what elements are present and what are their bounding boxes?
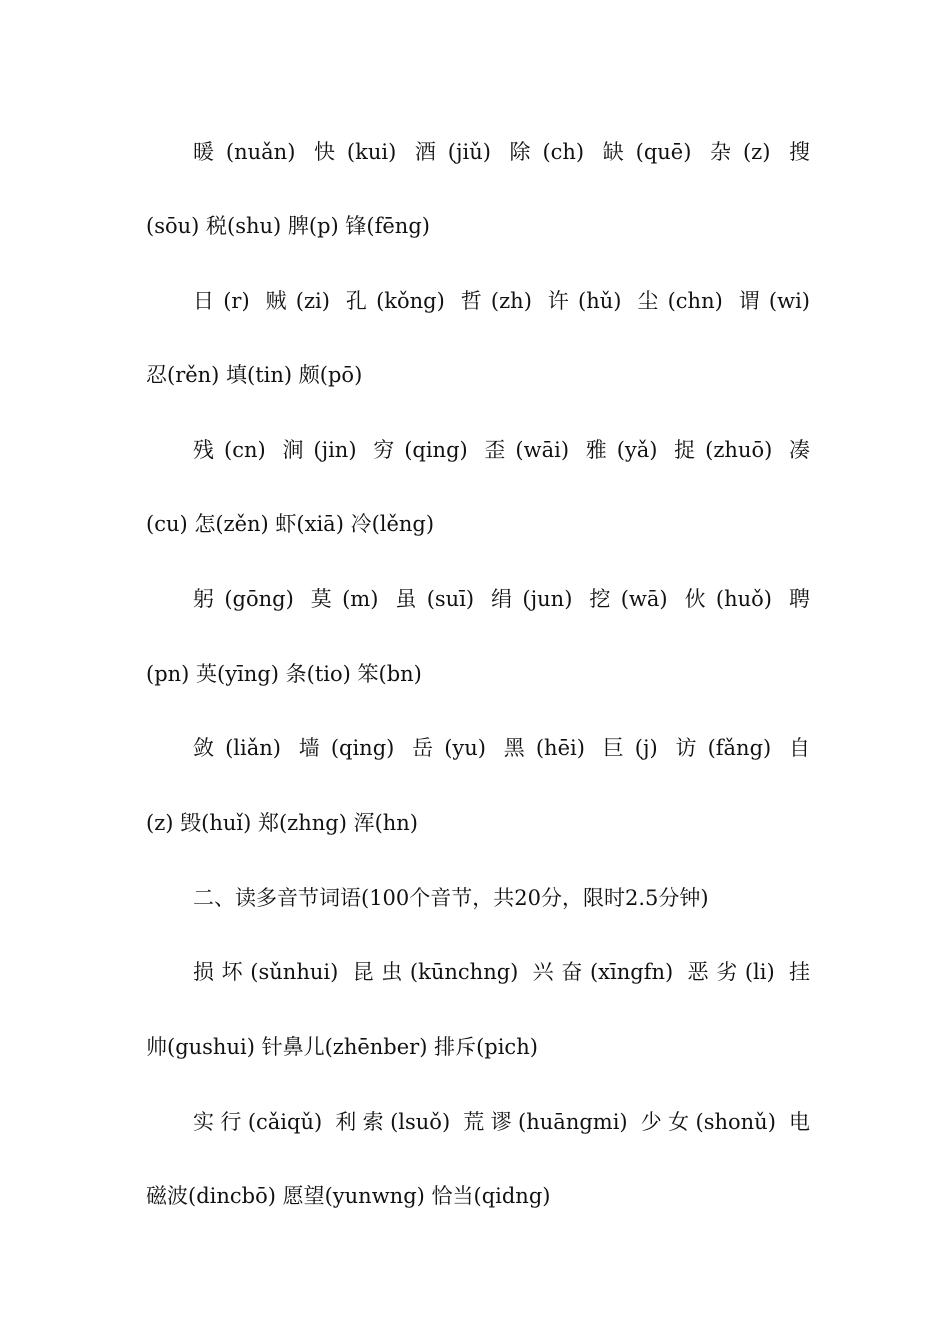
text-line: 躬(gōng) 莫(m) 虽(suī) 绢(jun) 挖(wā) 伙(huǒ) 聘 — [193, 587, 810, 611]
text-line: 暖(nuǎn) 快(kui) 酒(jiǔ) 除(ch) 缺(quē) 杂(z) 搜 — [193, 140, 810, 164]
text-line: (z) 毁(huǐ) 郑(zhng) 浑(hn) — [146, 811, 419, 835]
section-heading: 二、读多音节词语(100个音节，共20分，限时2.5分钟) — [193, 886, 709, 910]
text-line: 损坏(sǔnhui) 昆虫(kūnchng) 兴奋(xīngfn) 恶劣(li) 挂 — [193, 960, 810, 984]
text-line: (pn) 英(yīng) 条(tio) 笨(bn) — [146, 662, 422, 686]
text-line: (sōu) 税(shu) 脾(p) 锋(fēng) — [146, 214, 430, 238]
text-line: 残(cn) 涧(jin) 穷(qing) 歪(wāi) 雅(yǎ) 捉(zhuō) 凑 — [193, 438, 810, 462]
text-line: 实行(cǎiqǔ) 利索(lsuǒ) 荒谬(huāngmi) 少女(shonǔ) 电 — [193, 1110, 810, 1134]
text-line: 忍(rěn) 填(tin) 颇(pō) — [146, 363, 363, 387]
text-line: 磁波(dincbō) 愿望(yunwng) 恰当(qidng) — [146, 1184, 551, 1208]
text-line: 敛(liǎn) 墙(qing) 岳(yu) 黑(hēi) 巨(j) 访(fǎng) 自 — [193, 736, 810, 760]
text-line: 帅(gushui) 针鼻儿(zhēnber) 排斥(pich) — [146, 1035, 538, 1059]
text-line: 日(r) 贼(zi) 孔(kǒng) 哲(zh) 许(hǔ) 尘(chn) 谓(wi) — [193, 289, 810, 313]
text-line: (cu) 怎(zěn) 虾(xiā) 冷(lěng) — [146, 512, 435, 536]
